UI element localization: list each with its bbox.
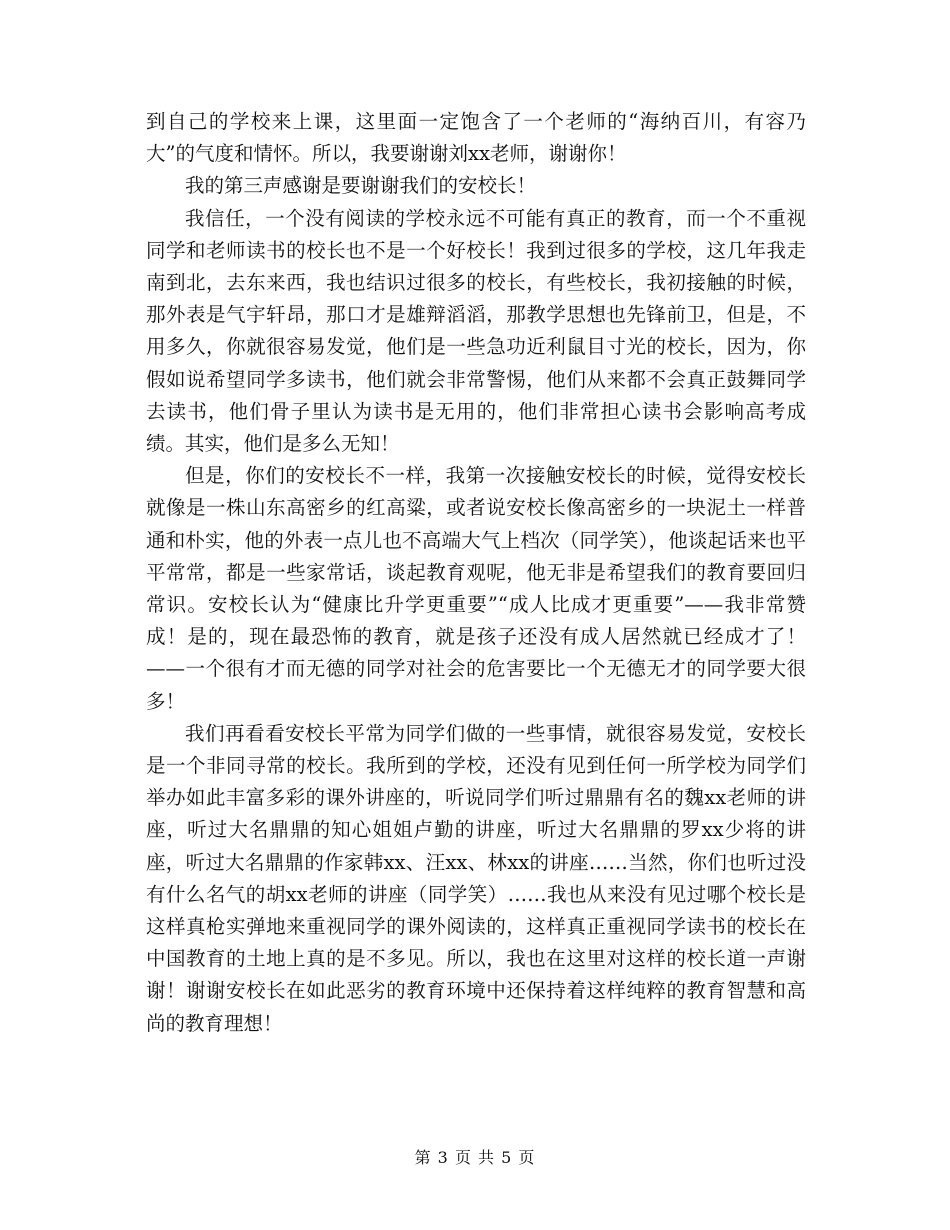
paragraph-3: 我信任，一个没有阅读的学校永远不可能有真正的教育，而一个不重视同学和老师读书的校长也不是一个好校长！我到过很多的学校，这几年我走南到北，去东来西，我也结识过很多的校长，有些校长，我初接触的时候，那外表是气宇轩昂，那口才是雄辩滔滔，那教学思想也先锋前卫，但是，不用多久，你就很容易发觉，他们是一些急功近利鼠目寸光的校长，因为，你假如说希望同学多读书，他们就会非常警惕，他们从来都不会真正鼓舞同学去读书，他们骨子里认为读书是无用的，他们非常担心读书会影响高考成绩。其实，他们是多么无知！	[146, 206, 806, 456]
paragraph-1: 到自己的学校来上课，这里面一定饱含了一个老师的“海纳百川，有容乃大”的气度和情怀。所以，我要谢谢刘xx老师，谢谢你！	[146, 110, 806, 166]
document-body	[146, 106, 806, 1040]
page-footer: 第 3 页 共 5 页	[414, 1148, 536, 1167]
paragraph-5: 我们再看看安校长平常为同学们做的一些事情，就很容易发觉，安校长是一个非同寻常的校长。我所到的学校，还没有见到任何一所学校为同学们举办如此丰富多彩的课外讲座的，听说同学们听过鼎鼎有名的魏xx老师的讲座，听过大名鼎鼎的知心姐姐卢勤的讲座，听过大名鼎鼎的罗xx少将的讲座，听过大名鼎鼎的作家韩xx、汪xx、林xx的讲座……当然，你们也听过没有什么名气的胡xx老师的讲座（同学笑）……我也从来没有见过哪个校长是这样真枪实弹地来重视同学的课外阅读的，这样真正重视同学读书的校长在中国教育的土地上真的是不多见。所以，我也在这里对这样的校长道一声谢谢！谢谢安校长在如此恶劣的教育环境中还保持着这样纯粹的教育智慧和高尚的教育理想！	[146, 721, 806, 1035]
paragraph-4: 但是，你们的安校长不一样，我第一次接触安校长的时候，觉得安校长就像是一株山东高密乡的红高粱，或者说安校长像高密乡的一块泥土一样普通和朴实，他的外表一点儿也不高端大气上档次（同学笑），他谈起话来也平平常常，都是一些家常话，谈起教育观呢，他无非是希望我们的教育要回归常识。安校长认为“健康比升学更重要”“成人比成才更重要”——我非常赞成！是的，现在最恐怖的教育，就是孩子还没有成人居然就已经成才了！——一个很有才而无德的同学对社会的危害要比一个无德无才的同学要大很多！	[146, 464, 806, 713]
paragraph-2: 我的第三声感谢是要谢谢我们的安校长！	[185, 174, 537, 198]
